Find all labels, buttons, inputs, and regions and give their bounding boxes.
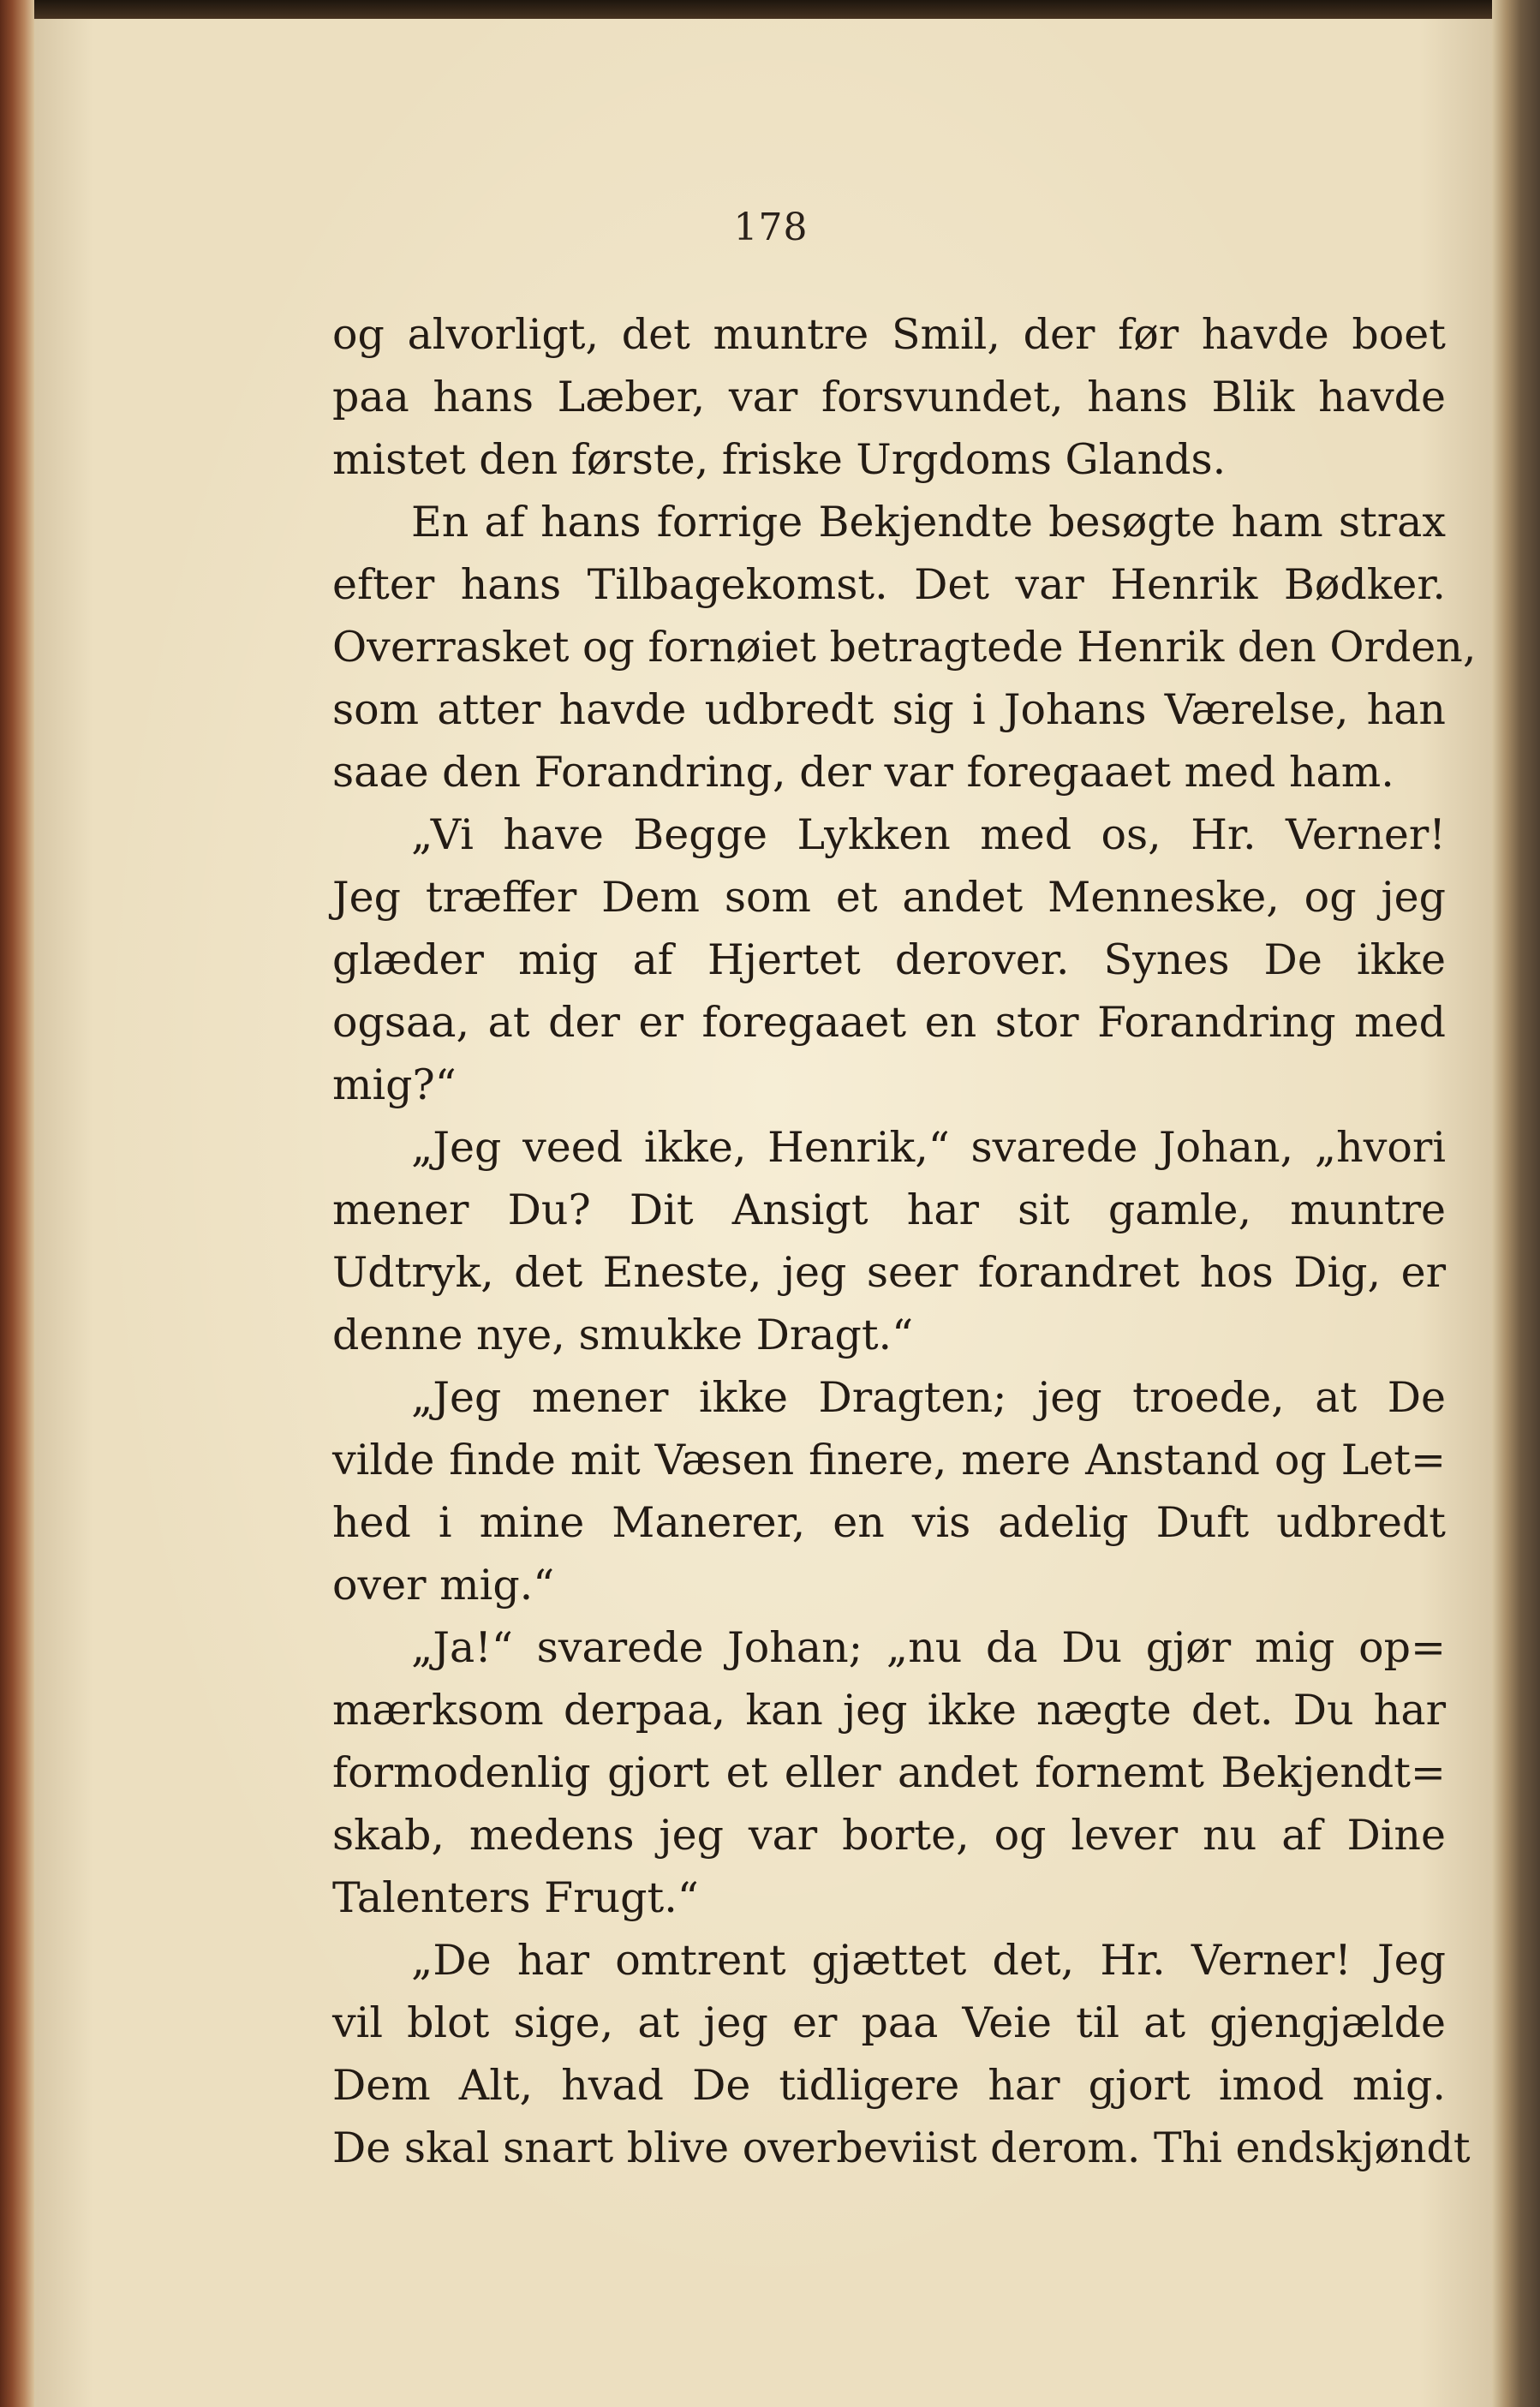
text-line: En af hans forrige Bekjendte besøgte ham strax bbox=[411, 498, 1446, 547]
text-line: formodenlig gjort et eller andet fornemt Bekjendt= bbox=[332, 1748, 1446, 1797]
page-number: 178 bbox=[733, 206, 809, 249]
text-line: Dem Alt, hvad De tidligere har gjort imod mig. bbox=[332, 2061, 1446, 2110]
text-line: mig?“ bbox=[332, 1060, 457, 1109]
text-line: Talenters Frugt.“ bbox=[332, 1873, 699, 1922]
text-line: „Vi have Begge Lykken med os, Hr. Verner! bbox=[411, 810, 1446, 859]
text-line: mener Du? Dit Ansigt har sit gamle, muntre bbox=[332, 1186, 1446, 1234]
body-text bbox=[332, 303, 1477, 2179]
text-line: vilde finde mit Væsen finere, mere Anstand og Let= bbox=[332, 1436, 1446, 1484]
book-right-edge bbox=[1492, 0, 1540, 2407]
text-line: paa hans Læber, var forsvundet, hans Blik havde bbox=[332, 373, 1446, 421]
text-line: „Jeg mener ikke Dragten; jeg troede, at De bbox=[411, 1373, 1446, 1422]
text-line: efter hans Tilbagekomst. Det var Henrik Bødker. bbox=[332, 560, 1446, 609]
text-line: Udtryk, det Eneste, jeg seer forandret hos Dig, er bbox=[332, 1248, 1446, 1297]
text-line: „Jeg veed ikke, Henrik,“ svarede Johan, „hvori bbox=[411, 1123, 1446, 1172]
text-line: De skal snart blive overbeviist derom. Thi endskjøndt bbox=[332, 2123, 1471, 2172]
text-line: mistet den første, friske Urgdoms Glands. bbox=[332, 435, 1227, 484]
text-line: glæder mig af Hjertet derover. Synes De ikke bbox=[332, 935, 1446, 984]
text-line: saae den Forandring, der var foregaaet med ham. bbox=[332, 748, 1394, 797]
text-line: „Ja!“ svarede Johan; „nu da Du gjør mig op= bbox=[411, 1623, 1446, 1672]
text-line: Overrasket og fornøiet betragtede Henrik den Orden, bbox=[332, 623, 1477, 672]
text-line: Jeg træffer Dem som et andet Menneske, og jeg bbox=[332, 873, 1446, 922]
text-line: vil blot sige, at jeg er paa Veie til at gjengjælde bbox=[332, 1998, 1446, 2047]
text-line: og alvorligt, det muntre Smil, der før havde boet bbox=[332, 310, 1446, 359]
text-line: „De har omtrent gjættet det, Hr. Verner! Jeg bbox=[411, 1936, 1446, 1985]
text-line: ogsaa, at der er foregaaet en stor Forandring med bbox=[332, 998, 1446, 1047]
book-page bbox=[34, 19, 1507, 2407]
text-line: skab, medens jeg var borte, og lever nu af Dine bbox=[332, 1811, 1446, 1860]
text-line: mærksom derpaa, kan jeg ikke nægte det. Du har bbox=[332, 1686, 1446, 1735]
text-line: som atter havde udbredt sig i Johans Værelse, han bbox=[332, 685, 1446, 734]
book-left-edge bbox=[0, 0, 34, 2407]
text-line: over mig.“ bbox=[332, 1561, 555, 1610]
text-line: denne nye, smukke Dragt.“ bbox=[332, 1311, 914, 1359]
text-line: hed i mine Manerer, en vis adelig Duft udbredt bbox=[332, 1498, 1446, 1547]
